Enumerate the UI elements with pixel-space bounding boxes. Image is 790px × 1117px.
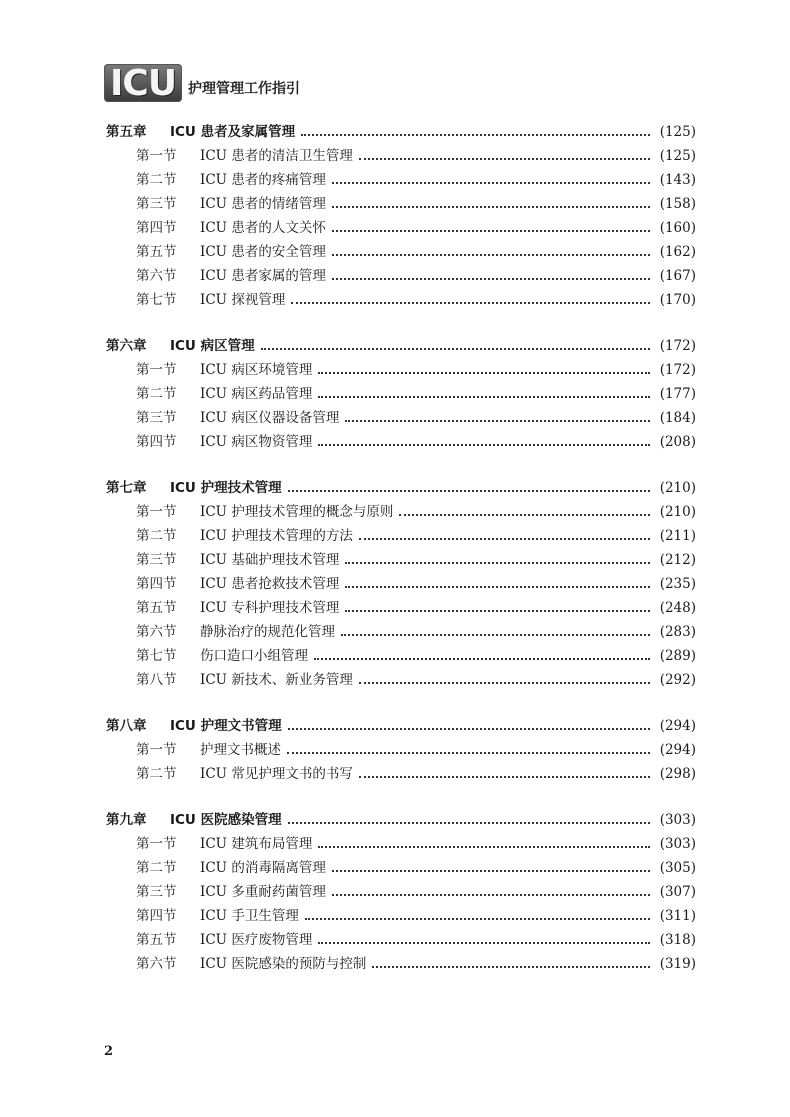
dot-leader: [332, 253, 650, 256]
toc-section-entry[interactable]: [106, 144, 696, 168]
section-page-number: (294): [659, 742, 696, 758]
section-page-number: (319): [659, 956, 696, 972]
dot-leader: [332, 229, 650, 232]
chapter-spacer: [106, 692, 696, 714]
section-title: ICU 患者的安全管理: [200, 244, 326, 260]
toc-section-entry[interactable]: [106, 524, 696, 548]
chapter-page-number: (210): [659, 480, 696, 496]
toc-section-entry[interactable]: [106, 762, 696, 786]
dot-leader: [314, 657, 650, 660]
section-title: ICU 护理技术管理的方法: [200, 528, 353, 544]
toc-section-entry[interactable]: [106, 596, 696, 620]
section-title: ICU 患者的人文关怀: [200, 220, 326, 236]
section-page-number: (318): [659, 932, 696, 948]
dot-leader: [305, 917, 650, 920]
section-number: 第七节: [136, 292, 177, 308]
section-page-number: (184): [659, 410, 696, 426]
toc-chapter-entry[interactable]: [106, 808, 696, 832]
chapter-number: 第五章: [106, 124, 147, 140]
section-page-number: (167): [659, 268, 696, 284]
section-number: 第三节: [136, 884, 177, 900]
section-number: 第六节: [136, 624, 177, 640]
section-title: ICU 医院感染的预防与控制: [200, 956, 367, 972]
toc-section-entry[interactable]: [106, 358, 696, 382]
toc-section-entry[interactable]: [106, 928, 696, 952]
section-page-number: (170): [659, 292, 696, 308]
toc-section-entry[interactable]: [106, 832, 696, 856]
section-number: 第四节: [136, 434, 177, 450]
toc-section-entry[interactable]: [106, 430, 696, 454]
section-number: 第八节: [136, 672, 177, 688]
section-page-number: (177): [659, 386, 696, 402]
section-page-number: (210): [659, 504, 696, 520]
dot-leader: [359, 537, 650, 540]
section-page-number: (311): [659, 908, 696, 924]
section-title: ICU 患者的疼痛管理: [200, 172, 326, 188]
chapter-spacer: [106, 454, 696, 476]
section-number: 第二节: [136, 386, 177, 402]
dot-leader: [287, 751, 650, 754]
dot-leader: [345, 419, 650, 422]
section-number: 第五节: [136, 932, 177, 948]
section-page-number: (208): [659, 434, 696, 450]
section-page-number: (158): [659, 196, 696, 212]
section-number: 第二节: [136, 860, 177, 876]
section-number: 第六节: [136, 268, 177, 284]
icu-logo: ICU: [104, 64, 182, 102]
section-number: 第四节: [136, 576, 177, 592]
toc-section-entry[interactable]: [106, 904, 696, 928]
chapter-title: ICU 患者及家属管理: [170, 124, 296, 140]
chapter-number: 第九章: [106, 812, 147, 828]
section-number: 第三节: [136, 552, 177, 568]
dot-leader: [332, 181, 650, 184]
dot-leader: [332, 893, 650, 896]
section-title: ICU 病区环境管理: [200, 362, 313, 378]
section-title: ICU 专科护理技术管理: [200, 600, 340, 616]
section-number: 第一节: [136, 504, 177, 520]
toc-section-entry[interactable]: [106, 572, 696, 596]
section-number: 第一节: [136, 362, 177, 378]
dot-leader: [318, 371, 650, 374]
toc-section-entry[interactable]: [106, 240, 696, 264]
section-title: ICU 新技术、新业务管理: [200, 672, 353, 688]
section-title: ICU 探视管理: [200, 292, 286, 308]
toc-section-entry[interactable]: [106, 668, 696, 692]
toc-section-entry[interactable]: [106, 406, 696, 430]
toc-section-entry[interactable]: [106, 548, 696, 572]
section-number: 第一节: [136, 742, 177, 758]
section-title: ICU 患者的情绪管理: [200, 196, 326, 212]
section-number: 第一节: [136, 836, 177, 852]
dot-leader: [288, 727, 650, 730]
toc-section-entry[interactable]: [106, 168, 696, 192]
toc-chapter-entry[interactable]: [106, 120, 696, 144]
section-title: ICU 病区仪器设备管理: [200, 410, 340, 426]
section-title: ICU 病区物资管理: [200, 434, 313, 450]
dot-leader: [301, 133, 650, 136]
chapter-number: 第六章: [106, 338, 147, 354]
section-page-number: (305): [659, 860, 696, 876]
dot-leader: [345, 609, 650, 612]
section-number: 第二节: [136, 172, 177, 188]
chapter-page-number: (294): [659, 718, 696, 734]
dot-leader: [318, 941, 650, 944]
section-page-number: (248): [659, 600, 696, 616]
section-title: ICU 患者抢救技术管理: [200, 576, 340, 592]
section-title: ICU 手卫生管理: [200, 908, 299, 924]
dot-leader: [372, 965, 650, 968]
section-number: 第六节: [136, 956, 177, 972]
dot-leader: [288, 489, 650, 492]
section-page-number: (283): [659, 624, 696, 640]
dot-leader: [345, 585, 650, 588]
dot-leader: [359, 775, 650, 778]
chapter-page-number: (303): [659, 812, 696, 828]
section-number: 第二节: [136, 528, 177, 544]
chapter-title: ICU 病区管理: [170, 338, 255, 354]
toc-section-entry[interactable]: [106, 264, 696, 288]
section-number: 第二节: [136, 766, 177, 782]
section-page-number: (235): [659, 576, 696, 592]
chapter-spacer: [106, 312, 696, 334]
section-title: ICU 基础护理技术管理: [200, 552, 340, 568]
chapter-number: 第七章: [106, 480, 147, 496]
dot-leader: [318, 443, 650, 446]
dot-leader: [341, 633, 650, 636]
section-title: ICU 医疗废物管理: [200, 932, 313, 948]
dot-leader: [318, 395, 650, 398]
section-title: 伤口造口小组管理: [200, 648, 308, 664]
toc-chapter-entry[interactable]: [106, 476, 696, 500]
page-number: 2: [104, 1044, 114, 1059]
toc-section-entry[interactable]: [106, 620, 696, 644]
toc-section-entry[interactable]: [106, 952, 696, 976]
table-of-contents: [106, 120, 696, 976]
dot-leader: [332, 869, 650, 872]
section-page-number: (162): [659, 244, 696, 260]
section-page-number: (303): [659, 836, 696, 852]
running-header: [104, 62, 300, 102]
section-title: 护理文书概述: [200, 742, 281, 758]
section-number: 第五节: [136, 600, 177, 616]
dot-leader: [399, 513, 650, 516]
dot-leader: [318, 845, 650, 848]
section-number: 第三节: [136, 410, 177, 426]
dot-leader: [359, 681, 650, 684]
toc-section-entry[interactable]: [106, 288, 696, 312]
section-title: ICU 患者家属的管理: [200, 268, 326, 284]
chapter-number: 第八章: [106, 718, 147, 734]
section-page-number: (307): [659, 884, 696, 900]
section-title: ICU 护理技术管理的概念与原则: [200, 504, 394, 520]
section-number: 第一节: [136, 148, 177, 164]
dot-leader: [261, 347, 650, 350]
dot-leader: [291, 301, 650, 304]
section-page-number: (160): [659, 220, 696, 236]
section-number: 第三节: [136, 196, 177, 212]
chapter-title: ICU 医院感染管理: [170, 812, 282, 828]
dot-leader: [288, 821, 650, 824]
section-number: 第四节: [136, 220, 177, 236]
section-number: 第七节: [136, 648, 177, 664]
chapter-page-number: (172): [659, 338, 696, 354]
dot-leader: [345, 561, 650, 564]
section-title: ICU 患者的清洁卫生管理: [200, 148, 353, 164]
chapter-title: ICU 护理文书管理: [170, 718, 282, 734]
toc-section-entry[interactable]: [106, 192, 696, 216]
dot-leader: [359, 157, 650, 160]
toc-section-entry[interactable]: [106, 880, 696, 904]
section-title: ICU 的消毒隔离管理: [200, 860, 326, 876]
chapter-title: ICU 护理技术管理: [170, 480, 282, 496]
section-title: ICU 常见护理文书的书写: [200, 766, 353, 782]
section-number: 第五节: [136, 244, 177, 260]
section-page-number: (212): [659, 552, 696, 568]
toc-section-entry[interactable]: [106, 216, 696, 240]
dot-leader: [332, 205, 650, 208]
chapter-spacer: [106, 786, 696, 808]
toc-section-entry[interactable]: [106, 738, 696, 762]
section-number: 第四节: [136, 908, 177, 924]
section-page-number: (292): [659, 672, 696, 688]
toc-section-entry[interactable]: [106, 500, 696, 524]
toc-section-entry[interactable]: [106, 856, 696, 880]
section-title: 静脉治疗的规范化管理: [200, 624, 335, 640]
section-page-number: (172): [659, 362, 696, 378]
dot-leader: [332, 277, 650, 280]
toc-chapter-entry[interactable]: [106, 714, 696, 738]
toc-section-entry[interactable]: [106, 644, 696, 668]
section-page-number: (143): [659, 172, 696, 188]
book-title: 护理管理工作指引: [188, 81, 301, 97]
toc-section-entry[interactable]: [106, 382, 696, 406]
toc-chapter-entry[interactable]: [106, 334, 696, 358]
section-page-number: (298): [659, 766, 696, 782]
section-title: ICU 病区药品管理: [200, 386, 313, 402]
section-title: ICU 建筑布局管理: [200, 836, 313, 852]
section-page-number: (211): [659, 528, 696, 544]
section-page-number: (125): [659, 148, 696, 164]
chapter-page-number: (125): [659, 124, 696, 140]
section-title: ICU 多重耐药菌管理: [200, 884, 326, 900]
section-page-number: (289): [659, 648, 696, 664]
